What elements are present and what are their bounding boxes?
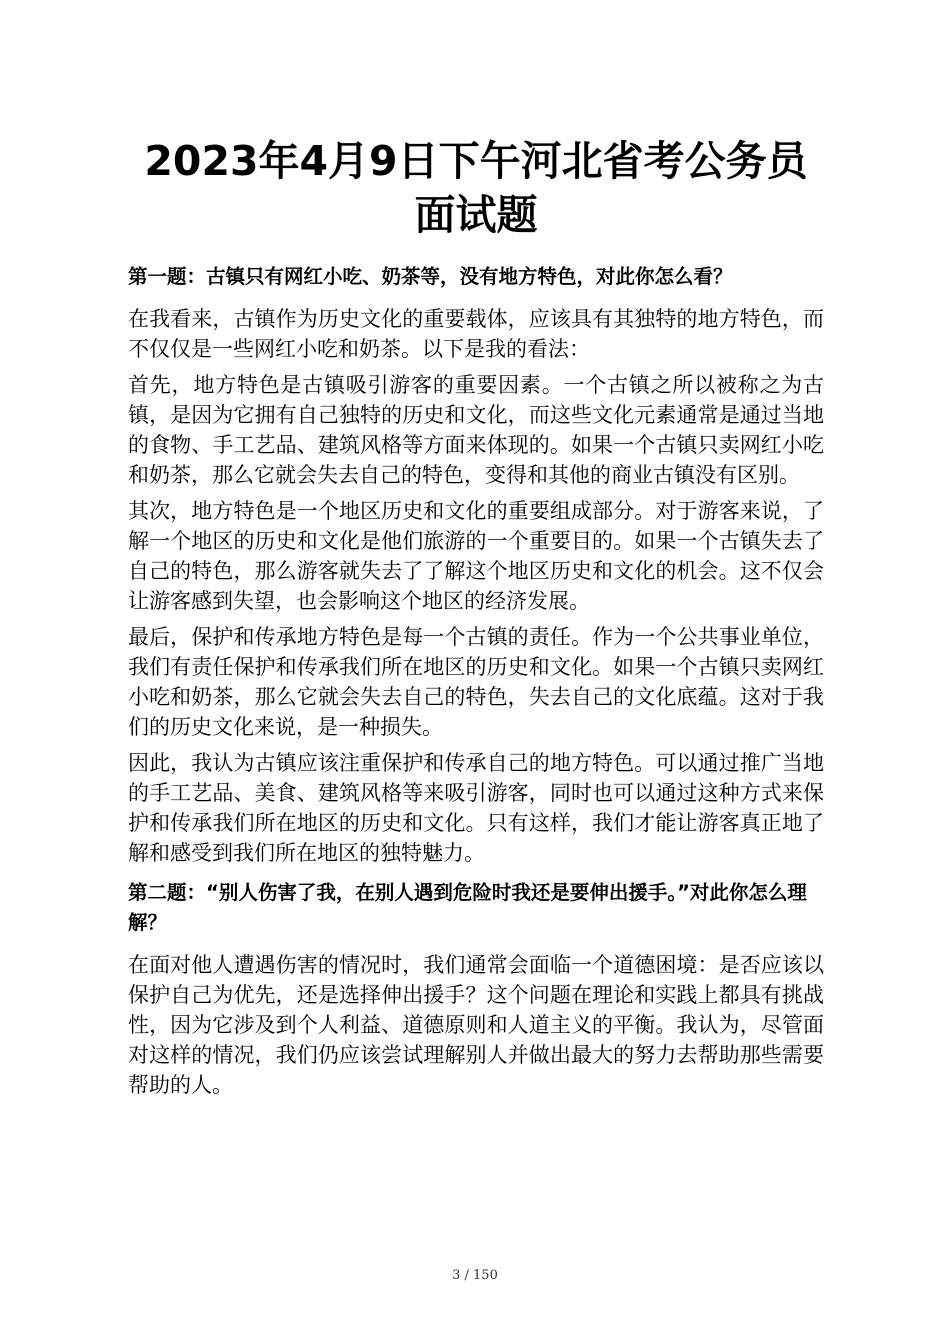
q1-paragraph-intro: 在我看来，古镇作为历史文化的重要载体，应该具有其独特的地方特色，而不仅仅是一些网红小吃和奶茶。以下是我的看法： — [128, 307, 824, 361]
question-2-heading: 第二题：“别人伤害了我，在别人遇到危险时我还是要伸出援手。”对此你怎么理解？ — [128, 881, 807, 934]
page-indicator: 3 / 150 — [452, 1268, 498, 1283]
q1-paragraph-first: 首先，地方特色是古镇吸引游客的重要因素。一个古镇之所以被称之为古镇，是因为它拥有自己独特的历史和文化，而这些文化元素通常是通过当地的食物、手工艺品、建筑风格等方面来体现的。如果一个古镇只卖网红小吃和奶茶，那么它就会失去自己的特色，变得和其他的商业古镇没有区别。 — [128, 373, 824, 487]
q1-paragraph-last: 最后，保护和传承地方特色是每一个古镇的责任。作为一个公共事业单位，我们有责任保护和传承我们所在地区的历史和文化。如果一个古镇只卖网红小吃和奶茶，那么它就会失去自己的特色，失去自己的文化底蕴。这对于我们的历史文化来说，是一种损失。 — [128, 625, 824, 739]
q1-paragraph-second: 其次，地方特色是一个地区历史和文化的重要组成部分。对于游客来说，了解一个地区的历史和文化是他们旅游的一个重要目的。如果一个古镇失去了自己的特色，那么游客就失去了了解这个地区历史和文化的机会。这不仅会让游客感到失望，也会影响这个地区的经济发展。 — [128, 499, 824, 613]
document-title: 2023年4月9日下午河北省考公务员面试题 — [144, 137, 808, 239]
q1-paragraph-conclusion: 因此，我认为古镇应该注重保护和传承自己的地方特色。可以通过推广当地的手工艺品、美食、建筑风格等来吸引游客，同时也可以通过这种方式来保护和传承我们所在地区的历史和文化。只有这样，我们才能让游客真正地了解和感受到我们所在地区的独特魅力。 — [128, 751, 824, 865]
document-page — [128, 128, 824, 1106]
question-1-heading: 第一题：古镇只有网红小吃、奶茶等，没有地方特色，对此你怎么看？ — [128, 265, 733, 288]
q2-paragraph-intro: 在面对他人遭遇伤害的情况时，我们通常会面临一个道德困境：是否应该以保护自己为优先，还是选择伸出援手？这个问题在理论和实践上都具有挑战性，因为它涉及到个人利益、道德原则和人道主义的平衡。我认为，尽管面对这样的情况，我们仍应该尝试理解别人并做出最大的努力去帮助那些需要帮助的人。 — [128, 953, 824, 1097]
